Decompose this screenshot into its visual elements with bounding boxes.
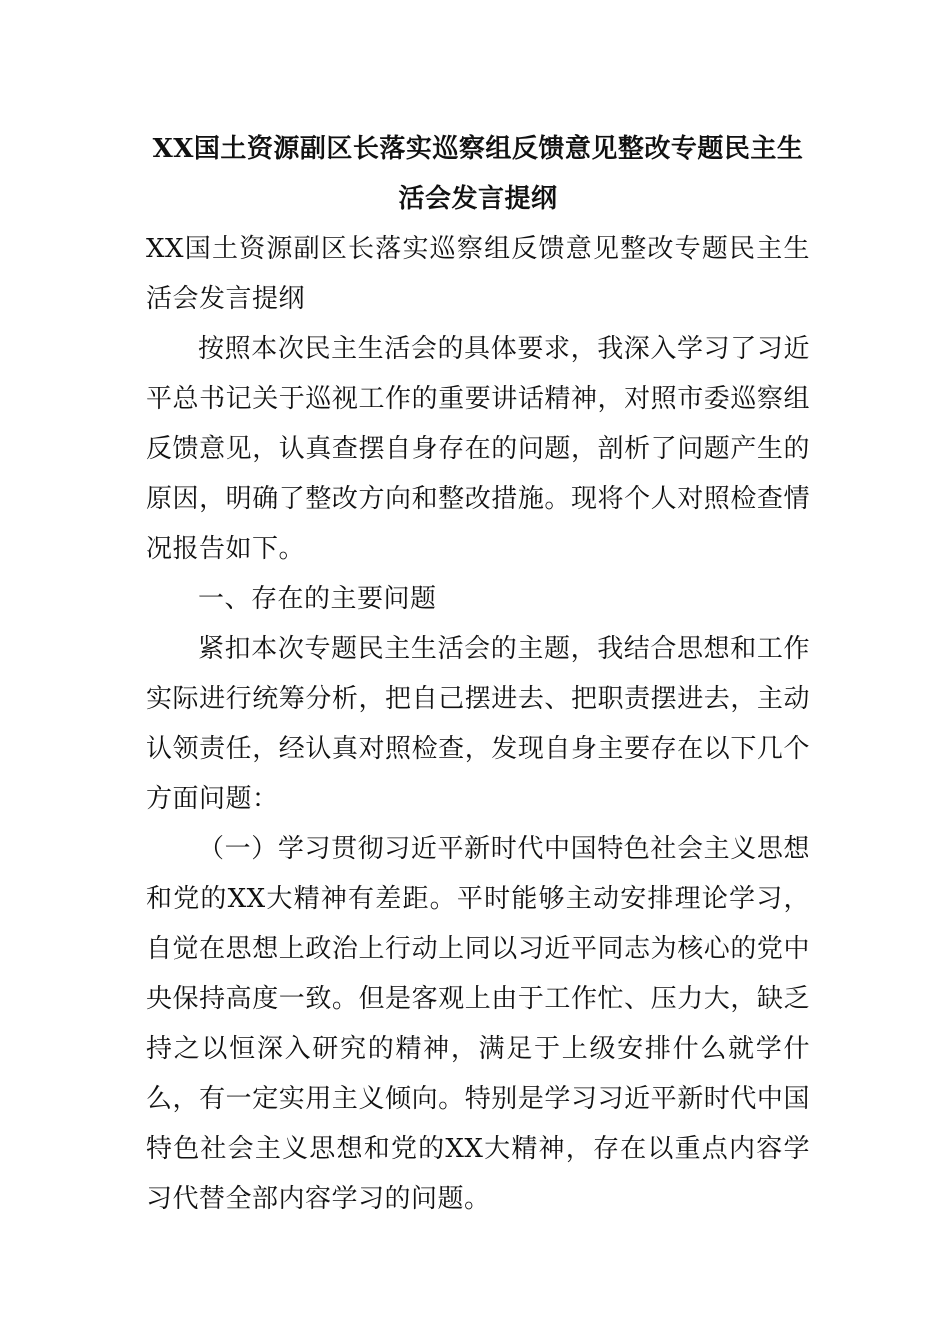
document-subtitle: XX国土资源副区长落实巡察组反馈意见整改专题民主生活会发言提纲: [146, 234, 810, 314]
document-title: XX国土资源副区长落实巡察组反馈意见整改专题民主生活会发言提纲: [152, 134, 804, 214]
section-heading-main-problems: 一、存在的主要问题: [198, 584, 437, 614]
paragraph-intro: 按照本次民主生活会的具体要求，我深入学习了习近平总书记关于巡视工作的重要讲话精神，对照市委巡察组反馈意见，认真查摆自身存在的问题，剖析了问题产生的原因，明确了整改方向和整改措施。现将个人对照检查情况报告如下。: [146, 334, 810, 564]
paragraph-problem-overview: 紧扣本次专题民主生活会的主题，我结合思想和工作实际进行统筹分析，把自己摆进去、把职责摆进去，主动认领责任，经认真对照检查，发现自身主要存在以下几个方面问题：: [146, 634, 810, 814]
paragraph-problem-one: （一）学习贯彻习近平新时代中国特色社会主义思想和党的XX大精神有差距。平时能够主动安排理论学习，自觉在思想上政治上行动上同以习近平同志为核心的党中央保持高度一致。但是客观上由于工作忙、压力大，缺乏持之以恒深入研究的精神，满足于上级安排什么就学什么，有一定实用主义倾向。特别是学习习近平新时代中国特色社会主义思想和党的XX大精神，存在以重点内容学习代替全部内容学习的问题。: [146, 834, 810, 1214]
document-page: [146, 124, 810, 1224]
